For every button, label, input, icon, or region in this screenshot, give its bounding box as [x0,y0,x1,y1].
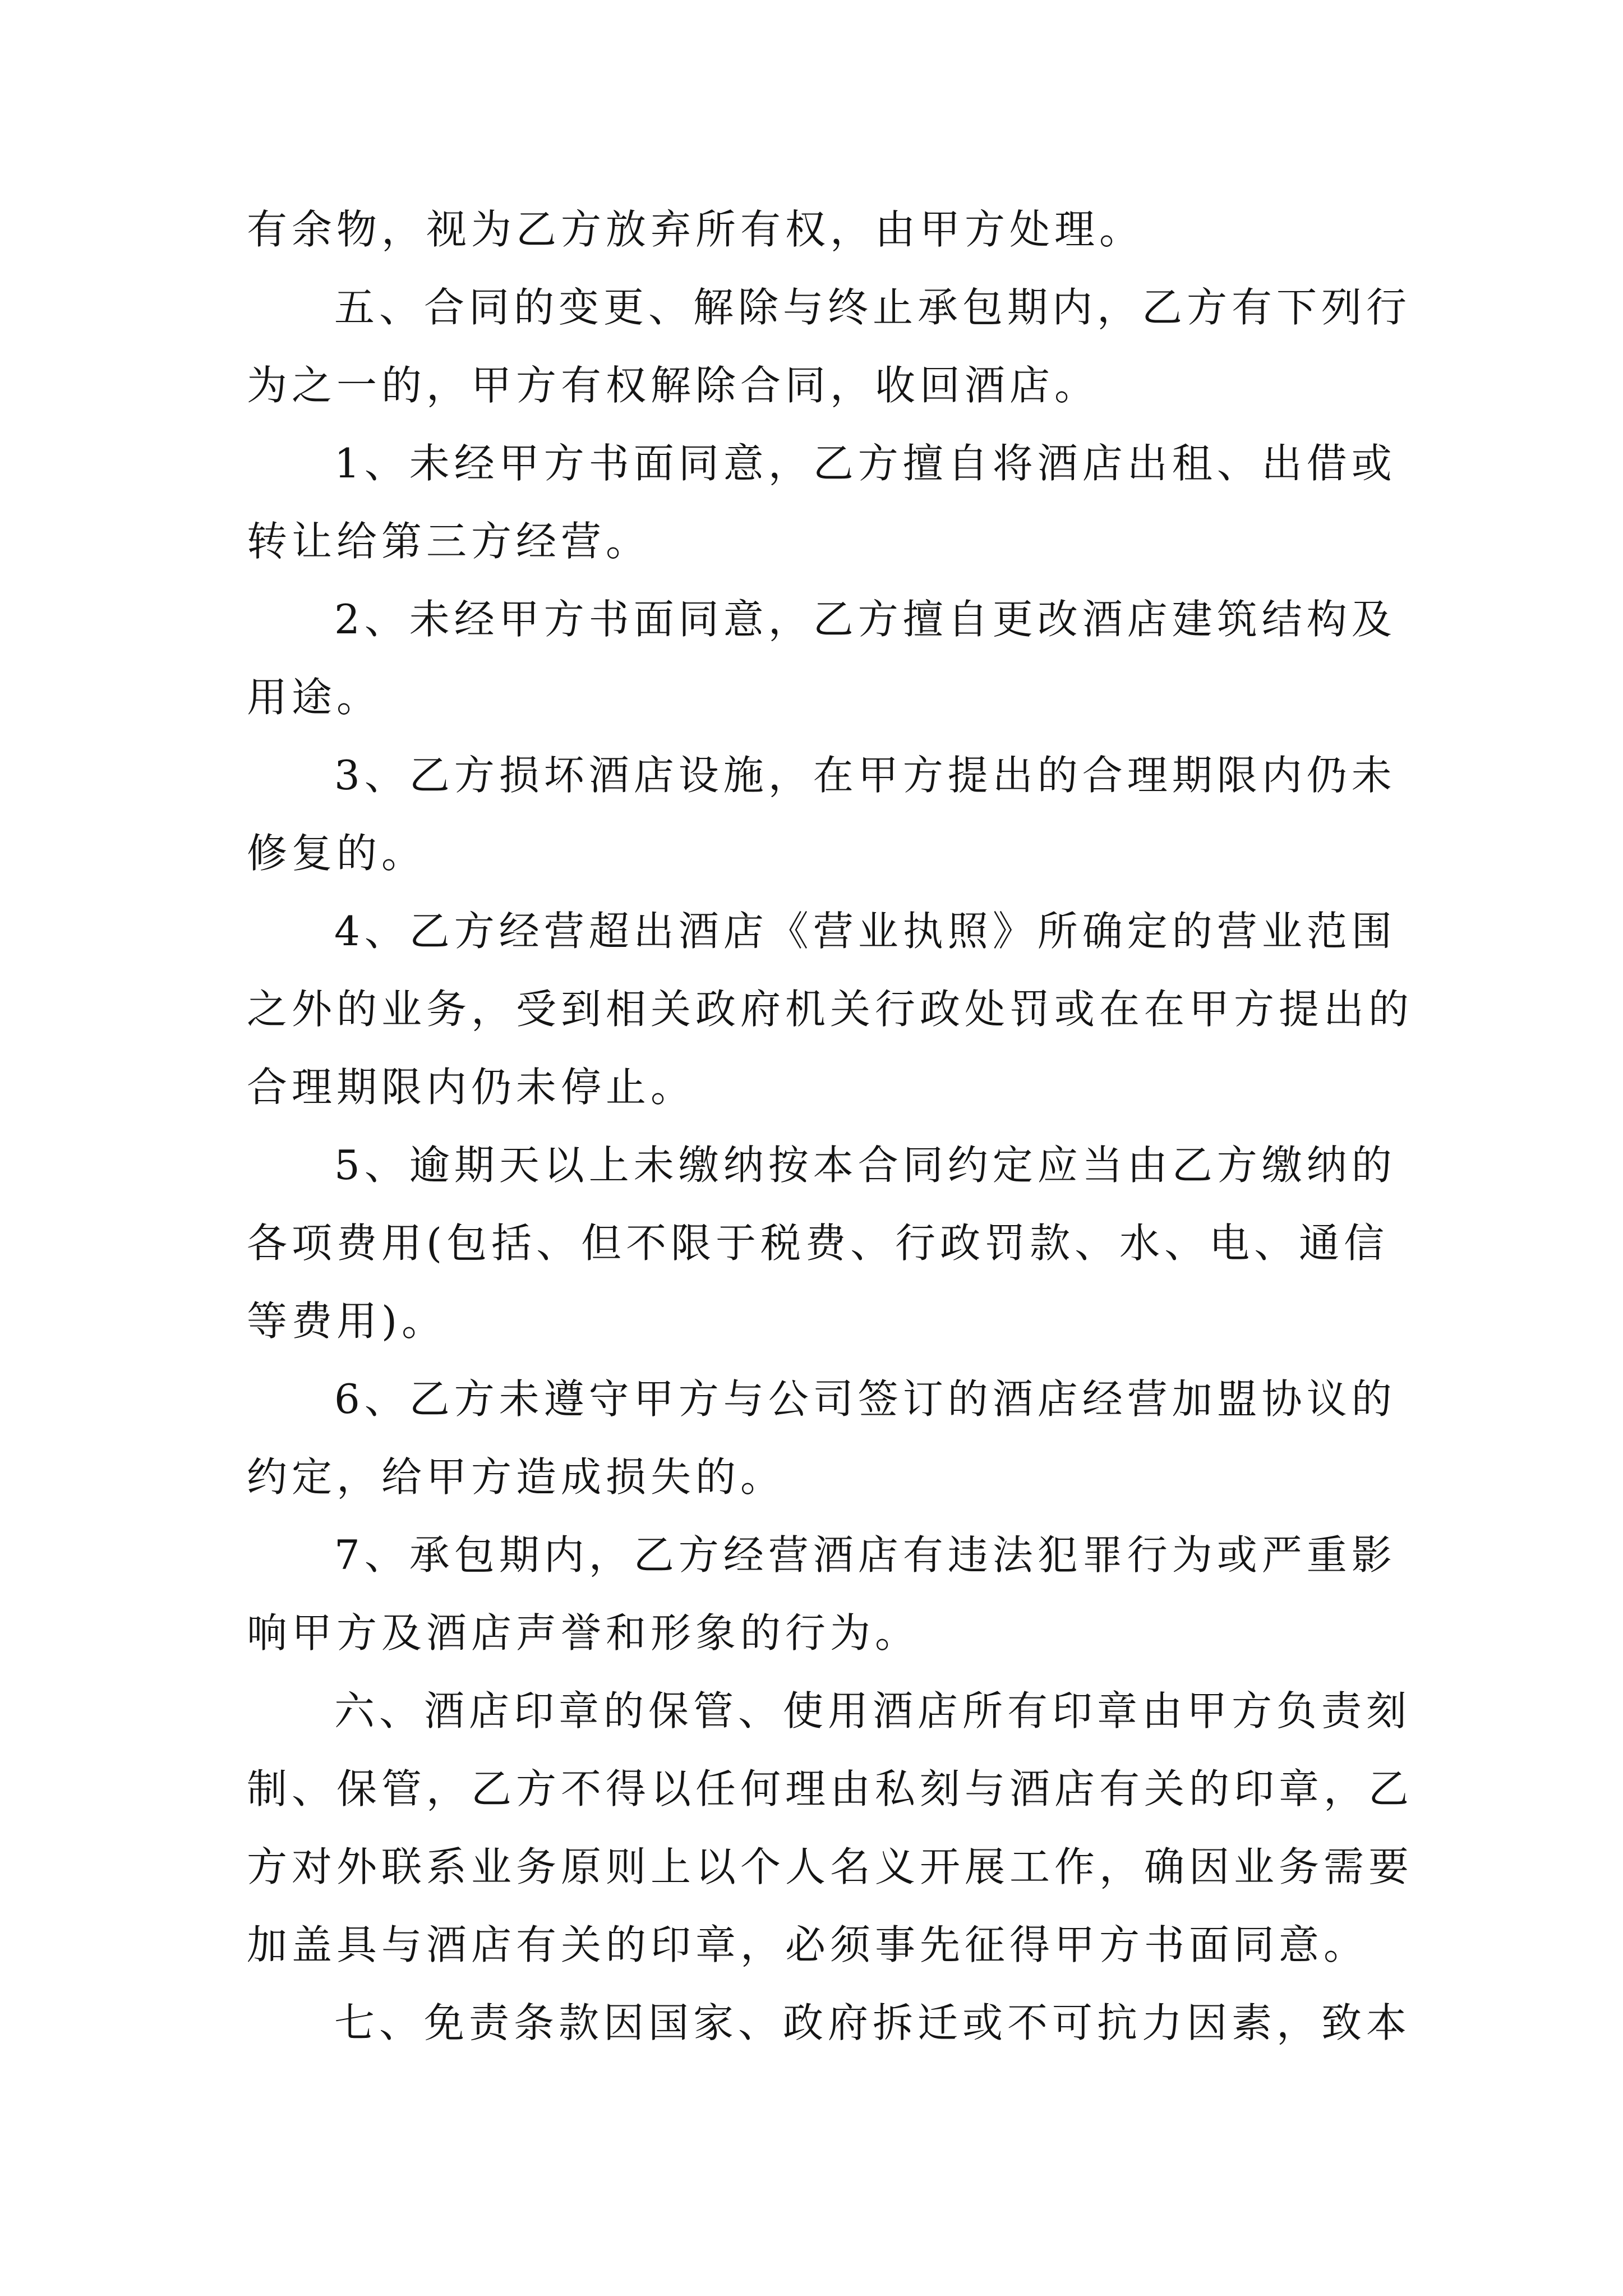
text-line: 七、免责条款因国家、政府拆迁或不可抗力因素，致本 [334,1999,1412,2046]
text-line: 7、承包期内，乙方经营酒店有违法犯罪行为或严重影 [334,1531,1396,1579]
text-line: 5、逾期天以上未缴纳按本合同约定应当由乙方缴纳的 [334,1142,1396,1189]
text-line: 为之一的，甲方有权解除合同，收回酒店。 [247,362,1100,409]
text-line: 转让给第三方经营。 [247,518,651,565]
text-line: 五、合同的变更、解除与终止承包期内，乙方有下列行 [334,284,1412,331]
text-line: 六、酒店印章的保管、使用酒店所有印章由甲方负责刻 [334,1687,1412,1734]
paragraph-item-4 [247,892,1414,1126]
text-line: 1、未经甲方书面同意，乙方擅自将酒店出租、出借或 [334,440,1396,487]
paragraph-item-3 [247,737,1396,892]
text-line: 4、乙方经营超出酒店《营业执照》所确定的营业范围 [334,908,1396,955]
text-line: 各项费用(包括、但不限于税费、行政罚款、水、电、通信 [247,1220,1389,1267]
paragraph-item-5 [247,1126,1396,1360]
paragraph-section-6 [247,1672,1414,1984]
paragraph-item-1 [247,425,1396,581]
text-line: 约定，给甲方造成损失的。 [247,1453,786,1501]
paragraph-section-5 [247,269,1412,425]
paragraph-item-2 [247,581,1396,737]
text-line: 加盖具与酒店有关的印章，必须事先征得甲方书面同意。 [247,1921,1369,1968]
text-line: 合理期限内仍未停止。 [247,1064,696,1111]
text-line: 用途。 [247,674,382,721]
text-line: 等费用)。 [247,1297,447,1345]
paragraph-item-6 [247,1360,1396,1516]
text-line: 2、未经甲方书面同意，乙方擅自更改酒店建筑结构及 [334,596,1396,643]
text-line: 之外的业务，受到相关政府机关行政处罚或在在甲方提出的 [247,986,1414,1033]
text-line: 方对外联系业务原则上以个人名义开展工作，确因业务需要 [247,1843,1414,1890]
document-body [247,191,1414,2062]
text-line: 修复的。 [247,830,427,877]
paragraph-item-7 [247,1516,1396,1672]
text-line: 有余物，视为乙方放弃所有权，由甲方处理。 [247,206,1145,253]
text-line: 3、乙方损坏酒店设施，在甲方提出的合理期限内仍未 [334,752,1396,799]
text-line: 6、乙方未遵守甲方与公司签订的酒店经营加盟协议的 [334,1375,1396,1423]
paragraph-section-7 [247,1984,1412,2062]
text-line: 响甲方及酒店声誉和形象的行为。 [247,1609,920,1657]
text-line: 制、保管，乙方不得以任何理由私刻与酒店有关的印章，乙 [247,1765,1414,1812]
paragraph-1 [247,191,1380,269]
